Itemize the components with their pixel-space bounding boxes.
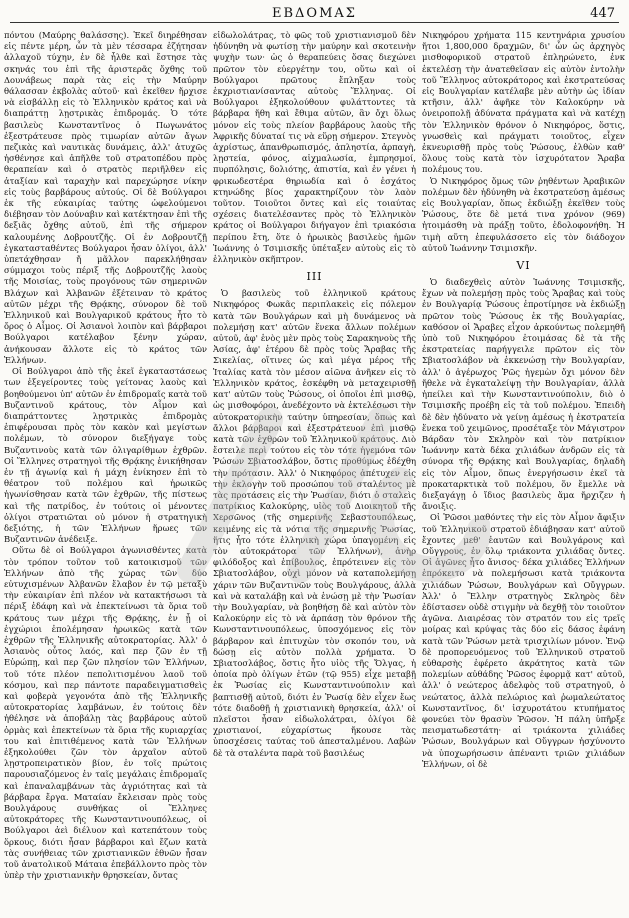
paragraph: Νικηφόρου χρήματα 115 κεντηνάρια χρυσίου ἤτοι 1,800,000 δραχμῶν, δι' ὧν ὡς ἀρχηγὸς μισθοφορικοῦ στρατοῦ ἐπληρώνετο, ἐνκ ἐκτελέσῃ τὴν ἀνατεθεῖσαν εἰς αὐτὸν ἐντολὴν τοῦ Ἕλληνος αὐτοκράτορος καὶ ἐκστρατεύσας εἰς Βουλγαρίαν κατέλαβε μὲν αὐτὴν ὡς ἰδίαν κτῆσιν, ἀλλ' ἀφῆκε τὸν Καλοκύρην νὰ ὀνειροπολῇ ἀδύνατα πράγματα καὶ νὰ κατέχῃ τὸν Ἑλληνικὸν θρόνον ὁ Νικηφόρος, ὅστις, γνωσθεὶς καὶ πράγματι τοιοῦτος, εἶχεν ἐκνευρισθῇ πρὸς τοὺς Ῥώσους, ἐλθὼν καθ' ὅλους τοὺς κατὰ τὸν ἰσχυρότατον Ἄραβα πολέμους του. <box>422 30 625 175</box>
paragraph: Ὁ Νικηφόρος ὅμως τῶν ῥηθέντων Ἀραβικῶν πολέμων δὲν ἠδύνηθη νὰ ἐκστρατεύσῃ ἀμέσως εἰς Βουλγαρίαν, ὅπως ἐκδιώξῃ ἐκεῖθεν τοὺς Ῥώσους, ὅτε δὲ μετά τινα χρόνον (969) ἡτοιμάσθη νὰ πράξῃ τοῦτο, ἐδολοφονήθη. Ἡ τιμὴ αὕτη ἐπεφυλάσσετο εἰς τὸν διάδοχον αὐτοῦ Ἰωάννην Τσιμισκῆν. <box>422 175 625 253</box>
paragraph: Ὁ βασιλεὺς τοῦ ἑλληνικοῦ κράτους Νικηφόρος Φωκᾶς περιπλακεὶς εἰς πόλεμον κατὰ τῶν Βουλγάρων καὶ μὴ δυνάμενος νὰ πολεμήσῃ κατ' αὐτῶν ἕνεκα ἄλλων πολέμων αὐτοῦ, ἀφ' ἑνὸς μὲν πρὸς τοὺς Σαρακηνοὺς τῆς Ἀσίας, ἀφ' ἑτέρου δὲ πρὸς τοὺς Ἄραβας τῆς Σικελίας, οἵτινες ὡς καὶ μέγα μέρος τῆς Ἰταλίας κατὰ τὸν μέσον αἰῶνα ἀνῆκεν εἰς τὸ Ἑλληνικὸν κράτος, ἐσκέφθη νὰ μεταχειρισθῇ κατ' αὐτῶν τοὺς Ῥώσους, οἱ ὁποῖοι ἐπὶ μισθῷ, ὡς μισθοφόροι, ἀνεδέχοντο νὰ ἐκτελέσωσι τὴν αὐτοκρατορικὴν ταύτην ὑπηρεσίαν, ὅπως καὶ ἄλλοι βάρβαροι καὶ ἐξεστράτευον ἐπὶ μισθῷ κατὰ τῶν ἐχθρῶν τοῦ Ἑλληνικοῦ κράτους. Διὸ ἔστειλε περὶ τούτου εἰς τὸν τότε ἡγεμόνα τῶν Ῥώσων Σβιατοσλάβον, ὅστις προθύμως ἐδέχθη τὴν πρότασιν. Ἀλλ' ὁ Νικηφόρος ἀπέτυχεν εἰς τὴν ἐκλογὴν τοῦ προσώπου τοῦ σταλέντος μὲ τὰς προτάσεις εἰς τὴν Ῥωσίαν, διότι ὁ σταλεὶς πατρίκιος Καλοκύρης, υἱὸς τοῦ Διοικητοῦ τῆς Χερσῶνος (τῆς σημερινῆς Σεβαστουπόλεως, κειμένης εἰς τὰ νότια τῆς σημερινῆς Ῥωσίας, ἥτις ἦτο τότε ἑλληνικὴ χώρα ὑπαγομένη εἰς τὸν αὐτοκράτορα τῶν Ἑλλήνων), ἀνὴρ φιλόδοξος καὶ ἐπίβουλος, ἐπρότεινεν εἰς τὸν Σβιατοσλάβον, οὐχὶ μόνον νὰ καταπολεμήσῃ χάριν τῶν Βυζαντινῶν τοὺς Βουλγάρους, ἀλλὰ καὶ νὰ καταλάβῃ καὶ νὰ ἑνώσῃ μὲ τὴν Ῥωσίαν τὴν Βουλγαρίαν, νὰ βοηθήσῃ δὲ καὶ αὐτὸν τὸν Καλοκύρην εἰς τὸ νὰ ἁρπάσῃ τὸν θρόνον τῆς Κωνσταντινουπόλεως, ὑποσχόμενος εἰς τὸν βάρβαρον καὶ ἐπιτυχὼν τὸν σκοπόν του, νὰ δώσῃ εἰς αὐτὸν πολλὰ χρήματα. Ὁ Σβιατοσλάβος, ὅστις ἦτο υἱὸς τῆς Ὄλγας, ἡ ὁποία πρὸ ὀλίγων ἐτῶν (τῷ 955) εἶχε μεταβῇ ἐκ Ῥωσίας εἰς Κωνσταντινούπολιν καὶ βαπτισθῇ αὐτοῦ, διότι ἐν Ῥωσίᾳ δὲν εἶχεν ἔως τότε διαδοθῇ ἡ χριστιανικὴ θρησκεία, ἀλλ' οἱ πλεῖστοι ἦσαν εἰδωλολάτραι, ὀλίγοι δὲ χριστιανοί, εὐχαρίστως ἤκουσε τὰς ὑποσχέσεις ταύτας τοῦ ἀπεσταλμένου. Λαβὼν δὲ τὰ σταλέντα παρὰ τοῦ βασιλέως <box>213 288 416 758</box>
column-3 <box>422 30 625 914</box>
section-heading: III <box>306 270 323 284</box>
paragraph: Ὁ διαδεχθεὶς αὐτὸν Ἰωάννης Τσιμισκῆς, ἔχων νὰ πολεμήσῃ πρὸς τοὺς Ἄραβας καὶ τοὺς ἐν Βουλγαρίᾳ Ῥώσους ἐπροτίμησε νὰ ἐκδιώξῃ πρῶτον τοὺς Ῥώσους ἐκ τῆς Βουλγαρίας, καθόσον οἱ Ἄραβες εἶχον ἀρκούντως πολεμηθῆ ὑπὸ τοῦ Νικηφόρου ἐτοιμάσας δὲ τὰ τῆς ἐκστρατείας παρήγγειλε πρῶτον εἰς τὸν Σβιατοσλάβον νὰ ἐκκενώσῃ τὴν Βουλγαρίαν, ἀλλ' ὁ ἀγέρωχος Ῥῶς ἡγεμὼν ὄχι μόνον δὲν ἤθελε νὰ ἐγκαταλείψῃ τὴν Βουλγαρίαν, ἀλλὰ ἠπείλει καὶ τὴν Κωνσταντινούπολιν, διὸ ὁ Τσιμισκῆς προέβη εἰς τὰ τοῦ πολέμου. Ἐπειδὴ δὲ δὲν ἠδύνατο νὰ γείνῃ ἀμέσως ἡ ἐκστρατεία ἕνεκα τοῦ χειμῶνος, προσέταξε τὸν Μάγιστρον Βάρδαν τὸν Σκληρὸν καὶ τὸν πατρίκιον Ἰωάννην κατὰ δέκα χιλιάδων ἀνδρῶν εἰς τὰ σύνορα τῆς Θρᾴκης καὶ Βουλγαρίας, δηλαδὴ εἰς τὸν Αἷμον, ὅπως ἐνεργήσωσιν ἐκεῖ τὰ προκαταρκτικὰ τοῦ πολέμου, ὅν ἔμελλε νὰ διεξαγάγῃ ὁ ἴδιος βασιλεὺς ἅμα ἤρχιζεν ἡ ἄνοιξις. <box>422 277 625 512</box>
paragraph: Οὕτω δὲ οἱ Βούλγαροι ἀγωνισθέντες κατὰ τὸν τρόπον τοῦτον τοῦ κατοικισμοῦ τῶν Ἑλλήνων ἀπὸ τῆς χώρας τῶν δύο εὐτυχισμένων Ἀλβανῶν ἔλαβον ἐν τῷ μεταξὺ τὴν εὐκαιρίαν ἐπὶ πλέον νὰ κατακτήσωσι τὰ πέριξ ἐδάφη καὶ νὰ ἐπεκτείνωσι τὰ ὅρια τοῦ κράτους των μέχρι τῆς Θρᾴκης, ἐν ᾗ οἱ ἐγχώριοι ἐπολέμησαν ἡρωικῶς κατὰ τῶν ἐχθρῶν τῆς Ἑλληνικῆς αὐτοκρατορίας. Ἀλλ' ὁ Ἀσιανὸς οὗτος λαός, καὶ περ ζῶν ἐν τῇ Εὐρώπῃ, καὶ περ ζῶν πλησίον τῶν Ἑλλήνων, τοῦ τότε πλέον πεπολιτισμένου λαοῦ τοῦ κόσμου, καὶ περ πάντοτε παραδειγματισθεὶς καὶ φοβερὰ γεγονότα ἀπὸ τῆς Ἑλληνικῆς αὐτοκρατορίας λαμβάνων, ἐν τούτοις δὲν ἠθέλησε νὰ ἀποβάλῃ τὰς βαρβάρους αὐτοῦ ὁρμὰς καὶ ἐπεκτείνων τὰ ὅρια τῆς κυριαρχίας του καὶ ἐπιτιθέμενος κατὰ τῶν Ἑλλήνων ἐξηκολούθει ζῶν τὸν ἀρχαῖον αὐτοῦ λῃστροπειρατικὸν βίον, ἐν τοῖς πρώτοις παρουσιαζόμενος ἐν ταῖς μεγάλαις ἐπιδρομαῖς καὶ ἐπαναλαμβάνων τὰς ἀγριότητας καὶ τὰ βάρβαρα ἔργα. Ματαίαν ἔκλεισαν πρὸς τοὺς Βουλγάρους συνθήκας οἱ Ἕλληνες αὐτοκράτορες τῆς Κωνσταντινουπόλεως, οἱ Βούλγαροι ἀεὶ διέλυον καὶ κατεπάτουν τοὺς ὅρκους, διότι ἦσαν βάρβαροι καὶ ἔζων κατὰ τὰς συνήθειας τῶν χριστιανικῶν ἐθνῶν ἦσαν τοῦ ἀνατολικοῦ Μάταια ἐπεβάλλοντο πρὸς τὸν ὑπὲρ τὴν χριστιανικὴν θρησκείαν, ὄντας <box>4 545 207 881</box>
paragraph: εἰδωλολάτρας, τὸ φῶς τοῦ χριστιανισμοῦ δὲν ἠδύνηθη νὰ φωτίσῃ τὴν μαύρην καὶ σκοτεινὴν ψυχὴν των· ὡς ὁ θεραπεύεις ὅσας διεχώνει πρῶτον τὸν εὐεργέτην του, οὕτω καὶ οἱ Βούλγαροι πρῶτους ἔπληξαν τοὺς ἐκχριστιανίσαντας αὐτοὺς Ἕλληνας. Οἱ Βούλγαροι ἐξηκολούθουν φυλάττοντες τὰ βάρβαρα ἤθη καὶ ἔθιμα αὐτῶν, ἃν ὄχι ὅλως μόνον εἰς τοὺς πλείον βαρβάρους λαοὺς τῆς Ἀφρικῆς δύναταί τις νὰ εὕρῃ σήμερον. Στεγνὸς ἀχρίστως, ἀπανθρωπισμός, ἀπληστία, ἁρπαγὴ, λῃστεία, φόνος, αἰχμαλωσία, ἐμπρησμοί, πυρπόλησις, δολιότης, ἀπιστία, καὶ ἐν γένει ἡ φρικωδεστέρα θηριωδία καὶ ὁ ἐσχάτος κτηνώδης βίος χαρακτηρίζουν τὸν λαὸν τοῦτον. Τοιοῦτοι ὄντες καὶ εἰς τοιαύτας σχέσεις διατελέσαντες πρὸς τὸ Ἑλληνικὸν κράτος οἱ Βούλγαροι διήγαγον ἐπὶ τριακόσια περίπου ἔτη, ὅτε ὁ ἡρωικὸς βασιλεὺς ἡμῶν Ἰωάννης ὁ Τσιμισκῆς ὑπέταξεν αὐτοὺς εἰς τὸ ἑλληνικὸν σκῆπτρον. <box>213 30 416 265</box>
paragraph: πόντου (Μαύρης θαλάσσης). Ἐκεῖ διηρέθησαν εἰς πέντε μέρη, ὧν τὰ μὲν τέσσαρα ἐζήτησαν ἀλλαχοῦ τύχην, ἐν δὲ ἦλθε καὶ ἔστησε τὰς σκηνάς του ἐπὶ τῆς ἀριστερᾶς ὄχθης τοῦ Δουνάβεως παρὰ τὰς εἰς τὴν Μαύρην θάλασσαν ἐκβολὰς αὐτοῦ· καὶ ἐκεῖθεν ἤρχισε νὰ εἰσβάλλῃ εἰς τὸ Ἑλληνικὸν κράτος καὶ νὰ διαπράττῃ λῃστρικὰς ἐπιδρομάς. Ὁ τότε βασιλεὺς Κωνσταντῖνος ὁ Πωγωνάτος ἐξεστράτευσε πρὸς τιμωρίαν αὐτῶν ἄγων πεζικὰς καὶ ναυτικὰς δυνάμεις, ἀλλ' ἀτυχῶς ἠσθένησε καὶ ἀπῆλθε τοῦ στρατοπέδου πρὸς θεραπείαν καὶ ὁ στρατὸς περιῆλθεν εἰς ἀταξίαν καὶ ταραχὴν καὶ παρεχώρησε νίκην εἰς τοὺς βαρβάρους αὐτούς. Οἱ δὲ Βούλγαροι ἐκ τῆς εὐκαιρίας ταύτης ὠφελούμενοι διέβησαν τὸν Δούναβιν καὶ κατέκτησαν ἐπὶ τῆς δεξιᾶς ὄχθης αὐτοῦ, ἐπὶ τῆς σήμερον καλουμένης Δοβρουτζῆς. Οἱ ἐν Δοβρουτζῇ ἐγκατασταθέντες Βούλγαροι ἦσαν ὀλίγοι, ἀλλ' ὑπετάχθησαν ἤ μᾶλλον παρεκλήθησαν σύμμαχοι τοὺς πέριξ τῆς Δοβρουτζῆς λαοὺς τῆς Μοισίας, τοὺς προγόνους τῶν σημερινῶν Βλάχων καὶ Ἀλβανῶν ἐξέτειναν τὸ κράτος αὐτῶν μέχρι τῆς Θρᾴκης, σύνορον δὲ τοῦ Ἑλληνικοῦ καὶ Βουλγαρικοῦ κράτους ἦτο τὸ ὄρος ὁ Αἷμος. Οἱ Ἀσιανοὶ λοιπὸν καὶ βάρβαροι Βούλγαροι κατέλαβον ξένην χώραν, ἀνήκουσαν ἄλλοτε εἰς τὸ κράτος τῶν Ἑλλήνων. <box>4 30 207 365</box>
paragraph: Οἱ Βούλγαροι ἀπὸ τῆς ἐκεῖ ἐγκαταστάσεως των ἐξεγείροντες τοὺς γείτονας λαοὺς καὶ βοηθούμενοι ὑπ' αὐτῶν ἐν ἐπιδρομαῖς κατὰ τοῦ Βυζαντινοῦ κράτους, τὸν Αἷμον καὶ διαπράττοντες λῃστρικὰς ἐπιδρομὰς ἐπιφέρουσαι πρὸς τὸν κακὸν καὶ μεγίστων πολέμων, τὸ σύνορον διεξήγαγε τοὺς Βυζαντινοὺς κατὰ τῶν ὀλιγαρίθμων ἐχθρῶν. Οἱ Ἕλληνες στρατηγοὶ τῆς Θρᾴκης ἐνικήθησαν ἐν τῇ ἀγωνίᾳ καὶ ἡ μάχη ἐνίκησεν ἐπὶ τὸ θέατρον τοῦ πολέμου καὶ ἡρωικῶς ἠγωνίσθησαν κατὰ τῶν ἐχθρῶν, τῆς πίστεως καὶ τῆς πατρίδος, ἐν τούτοις οἱ μένοντες ὀλίγοι στρατιῶται οὐ μόνον ἡ στρατηγικὴ δεξιότης, ἡ τῶν Ἑλλήνων ἥρωες τῶν Βυζαντινῶν ἀνέδειξε. <box>4 366 207 545</box>
section-heading: VI <box>516 259 531 273</box>
header-rule <box>10 22 619 23</box>
column-1 <box>4 30 207 914</box>
column-2 <box>213 30 416 914</box>
paragraph: Οἱ Ῥῶσοι μαθόντες τὴν εἰς τὸν Αἷμον ἄφιξιν τοῦ Ἑλληνικοῦ στρατοῦ ἐδιάβησαν κατ' αὐτοῦ ἔχοντες μεθ' ἑαυτῶν καὶ Βουλγάρους καὶ Οὔγγρους, ἐν ὅλῳ τριάκοντα χιλιάδας ὄντες. Οἱ ἀγῶνες ἦτο ἄνισος· δέκα χιλιάδες Ἑλλήνων ἐπρόκειτο νὰ πολεμήσωσι κατὰ τριάκοντα χιλιάδων Ῥώσων, Βουλγάρων καὶ Οὔγγρων. Ἀλλ' ὁ Ἕλλην στρατηγὸς Σκληρὸς δὲν ἐδίστασεν οὐδὲ στιγμὴν νὰ δεχθῇ τὸν τοιοῦτον ἀγῶνα. Διαιρέσας τὸν στρατόν του εἰς τρεῖς μοίρας καὶ κρύψας τὰς δύο εἰς δάσος ἐφάνη κατὰ τῶν Ῥώσων μετὰ τρισχιλίων μόνον. Ἐνῷ δὲ προπορευόμενος τοῦ Ἑλληνικοῦ στρατοῦ εὐθαρσὴς ἐφέρετο ἀκράτητος κατὰ τῶν πολεμίων αὐθάδης Ῥῶσος ἐφορμᾷ κατ' αὐτοῦ, ἀλλ' ὁ νεώτερος ἀδελφὸς τοῦ στρατηγοῦ, ὁ νεώτατος, ἀλλὰ πελώριος καὶ ῥωμαλεώτατος Κωνσταντῖνος, δι' ἰσχυροτάτου κτυπήματος φονεύει τὸν θρασὺν Ῥῶσον. Ἡ πάλη ὑπῆρξε πεισματωδεστάτη· αἱ τριάκοντα χιλιάδες Ῥώσων, Βουλγάρων καὶ Οὔγγρων ἠσχύνοντο νὰ ὑποχωρήσωσιν ἀπέναντι τριῶν χιλιάδων Ἑλλήνων, οἱ δὲ <box>422 512 625 769</box>
page-number: 447 <box>590 6 615 21</box>
running-title: ΕΒΔΟΜΑΣ <box>272 6 357 21</box>
text-columns <box>4 30 625 914</box>
